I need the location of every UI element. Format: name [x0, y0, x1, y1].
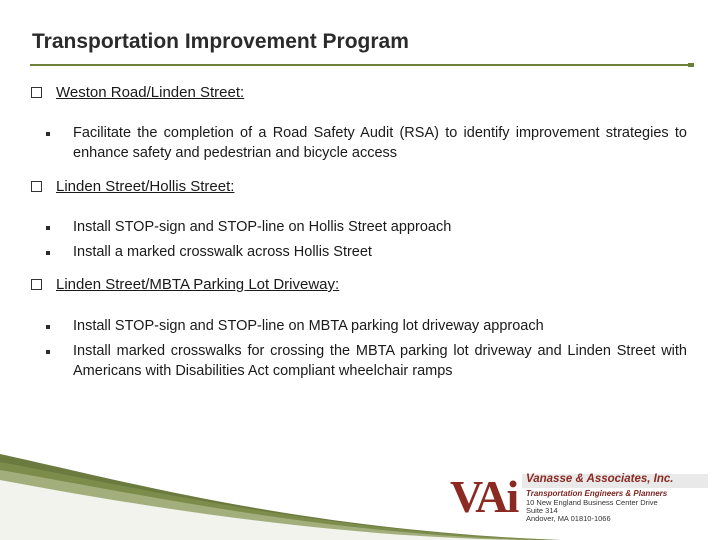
slide-title: Transportation Improvement Program — [32, 30, 409, 53]
square-bullet-icon — [46, 132, 50, 136]
section-hollis-street — [30, 178, 700, 262]
logo-address-line: 10 New England Business Center Drive — [526, 498, 658, 507]
square-bullet-icon — [46, 251, 50, 255]
list-item — [46, 123, 700, 163]
section-heading — [30, 276, 700, 293]
company-logo — [450, 473, 712, 527]
section-mbta-driveway — [30, 276, 700, 381]
title-underline — [30, 64, 688, 66]
bullet-text: Install STOP-sign and STOP-line on Hollis Street approach — [73, 219, 452, 235]
section-label: Weston Road/Linden Street: — [56, 84, 245, 101]
square-bullet-icon — [46, 350, 50, 354]
section-weston-road — [30, 84, 700, 163]
list-item — [46, 316, 700, 336]
bullet-text: Install a marked crosswalk across Hollis Street — [73, 244, 372, 260]
bullet-text: Facilitate the completion of a Road Safety Audit (RSA) to identify improvement strategies to enhance safety and pedestrian and bicycle access — [73, 125, 687, 161]
list-item — [46, 217, 700, 237]
checkbox-bullet-icon — [31, 87, 42, 98]
section-heading — [30, 178, 700, 195]
checkbox-bullet-icon — [31, 279, 42, 290]
logo-tagline: Transportation Engineers & Planners — [526, 489, 668, 498]
bullet-text: Install marked crosswalks for crossing the MBTA parking lot driveway and Linden Street with Americans with Disabilities Act compliant wheelchair ramps — [73, 343, 687, 379]
section-label: Linden Street/MBTA Parking Lot Driveway: — [56, 276, 340, 293]
logo-company-name: Vanasse & Associates, Inc. — [526, 473, 674, 485]
title-underline-end — [688, 63, 694, 67]
logo-mark: VAi — [450, 471, 518, 522]
section-label: Linden Street/Hollis Street: — [56, 178, 235, 195]
square-bullet-icon — [46, 325, 50, 329]
checkbox-bullet-icon — [31, 181, 42, 192]
square-bullet-icon — [46, 226, 50, 230]
logo-address-line: Andover, MA 01810-1066 — [526, 514, 611, 523]
list-item — [46, 341, 700, 381]
section-heading — [30, 84, 700, 101]
logo-address-line: Suite 314 — [526, 506, 558, 515]
bullet-text: Install STOP-sign and STOP-line on MBTA parking lot driveway approach — [73, 318, 544, 334]
list-item — [46, 242, 700, 262]
